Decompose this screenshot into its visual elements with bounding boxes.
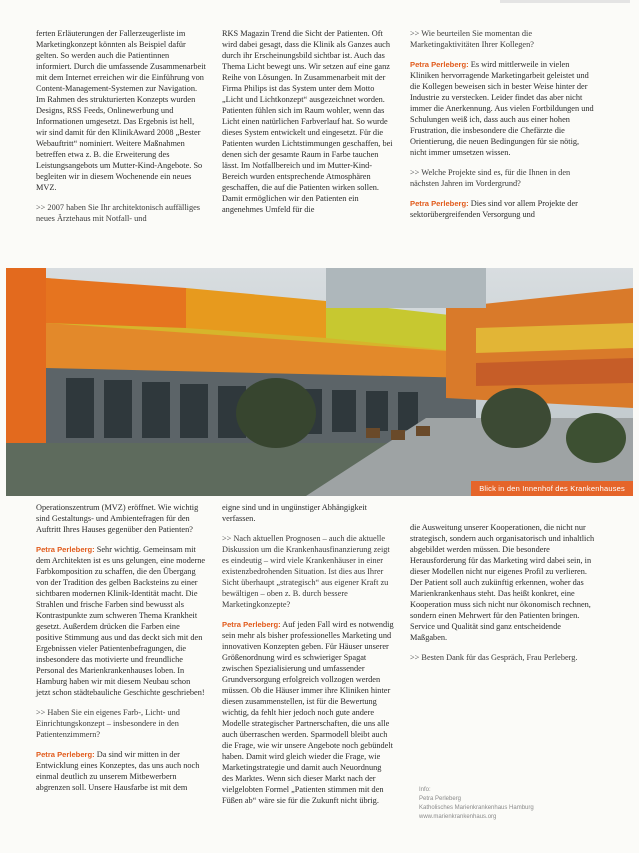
paragraph: eigne sind und in ungünstiger Abhängigkeit verfassen.	[222, 503, 367, 523]
paragraph: Operationszentrum (MVZ) eröffnet. Wie wichtig sind Gestaltungs- und Ambientefragen für den Auftritt Ihres Hauses gegenüber den Patienten?	[36, 503, 199, 534]
paragraph: ferten Erläuterungen der Fallerzeugerliste im Marketingkonzept könnten als Beispiel dafür gelten. So werden auch die Patientinnen informiert. Durch die umfassende Zusammenarbeit mit dem Internet erreichen wir die Einführung von Content-Management-Systemen zur Navigation. Im Rahmen des strukturierten Konzepts wurden Designs, RSS Feeds, Onlinewerbung und Informationen umgesetzt. Das Ergebnis ist hell, wir sind damit für den KlinikAward 2008 „Bester Webauftritt“ nominiert. Weitere Maßnahmen betreffen etwa z. B. die Erweiterung des Leistungsangebots um Mutter-Kind-Angebote. So begleiten wir in diesem Wochenende ein neues MVZ.	[36, 29, 206, 192]
info-organization: Katholisches Marienkrankenhaus Hamburg	[419, 805, 534, 811]
interview-answer: Petra Perleberg: Es wird mittlerweile in vielen Kliniken hervorragende Marketingarbeit geleistet und die Kollegen beweisen sich in bester Weise hinter der Industrie zu verstecken. Leider findet das aber nicht immer die Anerkennung. Aus vielen Fortbildungen und Schulungen weiß ich, dass auch aus einer hohen Frustration, die insbesondere die Chefärzte die Orientierung, die neuen Bedingungen für sie nötig, nicht immer umsetzen wissen.	[410, 60, 594, 157]
photo-caption: Blick in den Innenhof des Krankenhauses	[471, 481, 633, 496]
interview-answer: Petra Perleberg: Dies sind vor allem Projekte der sektorübergreifenden Versorgung und	[410, 199, 578, 219]
paragraph: die Ausweitung unserer Kooperationen, die nicht nur strategisch, sondern auch organisatorisch und inhaltlich abgebildet werden müssen. Die besondere Herausforderung für das Marketing wird dabei sein, in dieser Modellen nicht nur eigenes Profil zu verlieren. Der Patient soll auch zukünftig erkennen, woher das Marienkrankenhaus steht. Das heißt konkret, eine Kooperation muss sich nicht nur ökonomisch rechnen, sondern einen Mehrwert für den Patienten bringen. Service und Qualität sind ganz entscheidende Maßgaben.	[410, 523, 595, 642]
column-2-bottom	[222, 502, 394, 815]
interview-answer: Petra Perleberg: Da sind wir mitten in der Entwicklung eines Konzeptes, das uns auch noch einmal deutlich zu unserem Mitbewerbern abgrenzen soll. Unsere Hausfarbe ist mit dem	[36, 750, 200, 792]
interview-question: >> Nach aktuellen Prognosen – auch die aktuelle Diskussion um die Krankenhausfinanzierung zeigt es eindeutig – wird viele Krankenhäuser in einer existenzbedrohenden Situation. Ist dies aus Ihrer Sicht überhaupt „strategisch“ aus eigener Kraft zu bewältigen – oben z. B. durch bessere Marketingkonzepte?	[222, 534, 390, 609]
speaker-name: Petra Perleberg:	[410, 60, 469, 69]
info-box	[419, 786, 534, 822]
building-illustration	[6, 268, 633, 496]
column-3-bottom	[410, 522, 595, 672]
column-1-top	[36, 28, 206, 233]
interview-question: >> 2007 haben Sie Ihr architektonisch auffälliges neues Ärztehaus mit Notfall- und	[36, 203, 201, 223]
interview-answer: Petra Perleberg: Sehr wichtig. Gemeinsam mit dem Architekten ist es uns gelungen, eine moderne Farbkomposition zu schaffen, die den Übergang von der Tradition des gelben Backsteins zu einer sichtbaren modernen Klinik-Identität macht. Die Strahlen und frische Farben sind bewusst als Kontrastpunkte zum schweren Thema Krankheit gesetzt. Außerdem drücken die Farben eine positive Stimmung aus und das deckt sich mit den Ergebnissen vieler Patientenbefragungen, die insbesondere das motivierte und freundliche Personal des Marienkrankenhauses loben. In Hamburg haben wir mit diesem Neubau schon jetzt schon städtebauliche Geschichte geschrieben!	[36, 545, 206, 697]
speaker-name: Petra Perleberg:	[36, 545, 95, 554]
interview-question: >> Besten Dank für das Gespräch, Frau Perleberg.	[410, 653, 578, 662]
header-strip	[500, 0, 630, 3]
info-label: Info:	[419, 787, 431, 793]
info-website: www.marienkrankenhaus.org	[419, 814, 497, 820]
speaker-name: Petra Perleberg:	[222, 620, 281, 629]
speaker-name: Petra Perleberg:	[410, 199, 469, 208]
interview-answer: Petra Perleberg: Auf jeden Fall wird es notwendig sein mehr als bisher professionelles Marketing und innovativen Konzepten geben. Für Häuser unserer Größenordnung wird es schwieriger Spagat zwischen Spezialisierung und umfassender Grundversorgung erfolgreich vollzogen werden müssen. Ob die Häuser immer ihre Kliniken hinter diesen zusammenstellen, ist für die Bewertung wichtig, da fehlt hier jedoch noch gute andere Modelle strategischer Partnerschaften, die uns alle auch überraschen werden. Sparmodell bleibt auch die Frage, wie wir unsere Angebote noch gebündelt haben. Damit wird gleich wieder die Frage, wie Marketingstrategie und damit auch Neuordnung des Marktes. Wenn sich dieser Markt nach der vielgelobten Formel „Patienten stimmen mit den Füßen ab“ wäre sie für die Zukunft nicht übrig.	[222, 620, 394, 805]
column-3-top	[410, 28, 595, 229]
interview-question: >> Welche Projekte sind es, für die Ihnen in den nächsten Jahren im Vordergrund?	[410, 168, 571, 188]
interview-question: >> Wie beurteilen Sie momentan die Marketingaktivitäten Ihrer Kollegen?	[410, 29, 534, 49]
info-name: Petra Perleberg	[419, 796, 462, 802]
column-2-top	[222, 28, 394, 224]
paragraph: RKS Magazin Trend die Sicht der Patienten. Oft wird dabei gesagt, dass die Klinik als Ganzes auch durch ihr Erscheinungsbild sichtbar ist. Auch das Thema Licht bewegt uns. Wir setzen auf eine ganz Reihe von Lösungen. In Zusammenarbeit mit der Firma Philips ist das System unter dem Motto „Licht und Lichtkonzept“ ausgezeichnet worden. Patienten fühlen sich im Raum wohler, wenn das Licht einen natürlichen Farbverlauf hat. So wurde dieses System entwickelt und eingesetzt. Für die Patienten wurden Lichtstimmungen geschaffen, bei denen sich der gesamte Raum in Farbe tauchen lässt. Im Notfallbereich und im Mutter-Kind-Bereich wurden entsprechende Atmosphären geschaffen, die auf die Patienten wirken sollen. Damit ermöglichen wir den Patienten ein angenehmes Umfeld für die	[222, 29, 393, 214]
speaker-name: Petra Perleberg:	[36, 750, 95, 759]
interview-question: >> Haben Sie ein eigenes Farb-, Licht- und Einrichtungskonzept – insbesondere in den Patientenzimmern?	[36, 708, 180, 739]
column-1-bottom	[36, 502, 206, 802]
courtyard-photo	[6, 268, 633, 496]
